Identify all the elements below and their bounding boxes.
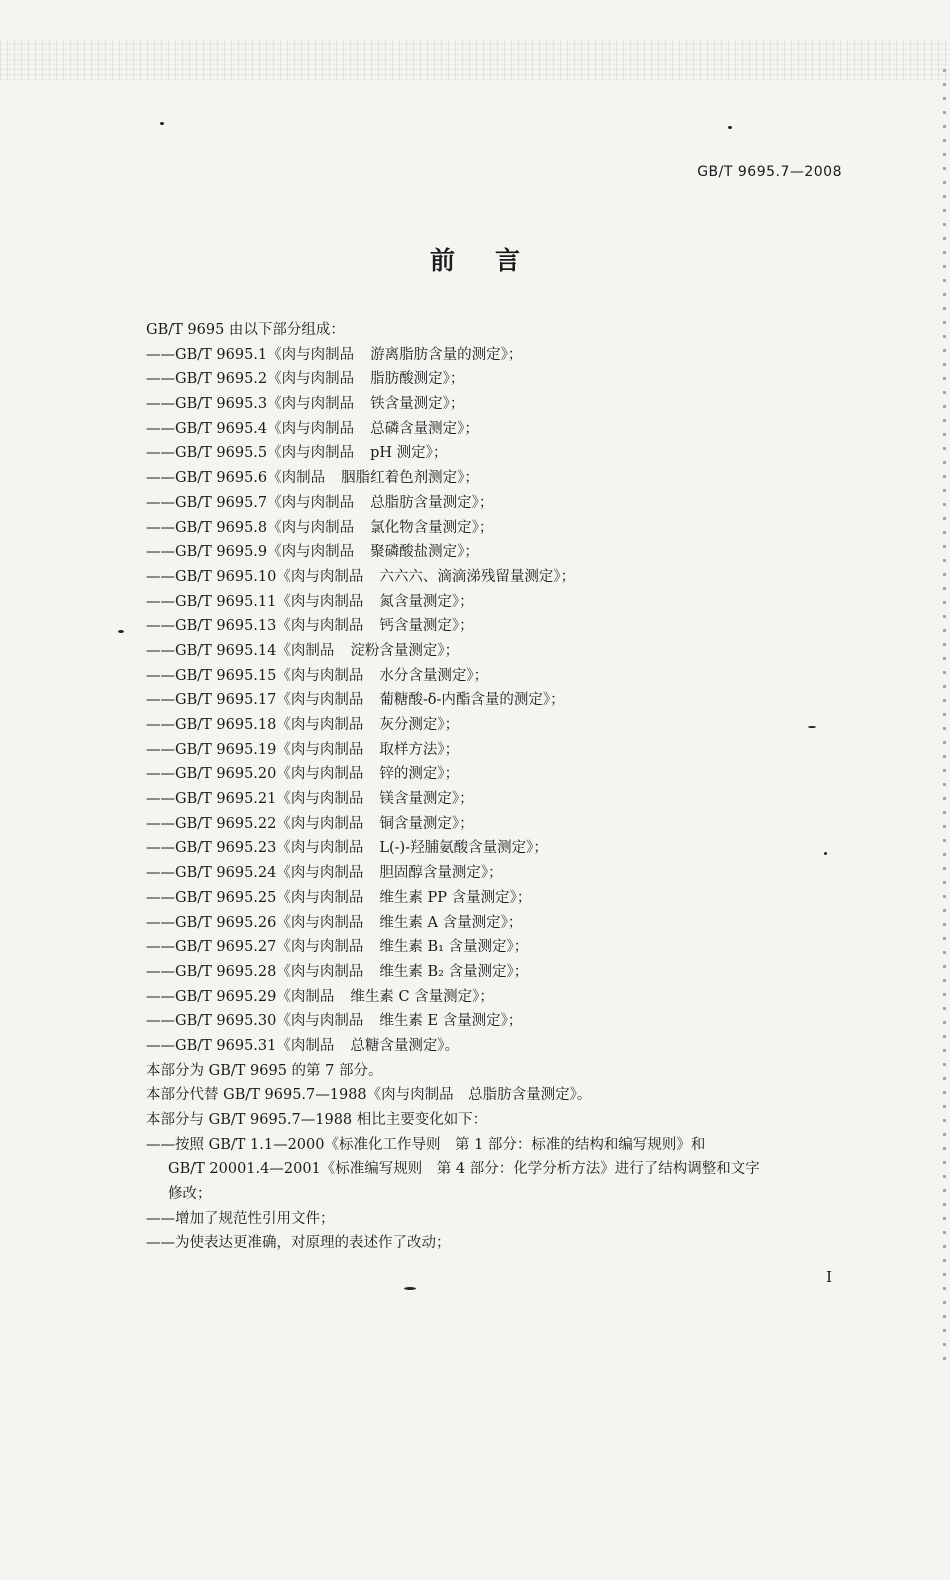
part-list-item [146,935,846,960]
part-number-and-category: ——GB/T 9695.7《肉与肉制品 [146,494,355,511]
scan-speck [728,126,732,129]
part-list-item [146,787,846,812]
part-subject: 葡糖酸-δ-内酯含量的测定》； [379,692,565,709]
page-number: I [826,1268,832,1286]
part-number-and-category: ——GB/T 9695.14《肉制品 [146,642,335,659]
part-subject: L(-)-羟脯氨酸含量测定》； [379,840,548,857]
part-subject: 镁含量测定》； [379,791,474,808]
part-number-and-category: ——GB/T 9695.30《肉与肉制品 [146,1013,364,1030]
part-number-and-category: ——GB/T 9695.18《肉与肉制品 [146,717,364,733]
part-subject: 水分含量测定》； [379,667,489,684]
part-list-item [146,812,846,837]
parts-list [146,343,846,1059]
part-number-and-category: ——GB/T 9695.8《肉与肉制品 [146,519,355,536]
part-list-item [146,762,846,787]
scan-speck [118,630,124,633]
part-list-item [146,343,846,368]
document-code: GB/T 9695.7—2008 [697,164,842,180]
changes-list [146,1133,846,1256]
part-list-item [146,614,846,639]
part-number-and-category: ——GB/T 9695.4《肉与肉制品 [146,420,355,437]
part-list-item [146,540,846,565]
part-list-item [146,367,846,392]
part-list-item [146,639,846,664]
part-number-and-category: ——GB/T 9695.13《肉与肉制品 [146,618,364,635]
part-number-and-category: ——GB/T 9695.19《肉与肉制品 [146,741,364,758]
foreword-body [146,318,846,1256]
part-number-and-category: ——GB/T 9695.28《肉与肉制品 [146,963,364,980]
part-number-and-category: ——GB/T 9695.10《肉与肉制品 [146,568,364,585]
change-item-structure: ——按照 GB/T 1.1—2000《标准化工作导则 第 1 部分：标准的结构和编写规则》和 [146,1136,706,1153]
scan-speck [160,122,164,125]
part-list-item [146,392,846,417]
part-subject: 铁含量测定》； [370,396,465,413]
part-subject: 维生素 C 含量测定》； [350,988,494,1005]
part-subject: 淀粉含量测定》； [350,642,460,659]
part-subject: 胆固醇含量测定》； [379,865,503,882]
part-number-and-category: ——GB/T 9695.15《肉与肉制品 [146,667,364,684]
part-subject: 六六六、滴滴涕残留量测定》； [379,568,576,585]
part-list-item [146,688,846,713]
part-number-and-category: ——GB/T 9695.11《肉与肉制品 [146,593,364,610]
part-list-item [146,1009,846,1034]
part-subject: 维生素 B₂ 含量测定》； [379,963,529,980]
part-list-item [146,738,846,763]
page-title: 前言 [429,246,560,275]
part-list-item [146,886,846,911]
scan-speck [404,1287,416,1290]
intro-text: GB/T 9695 由以下部分组成： [146,322,345,338]
part-list-item [146,590,846,615]
part-subject: 维生素 A 含量测定》； [379,914,523,931]
part-number-and-category: ——GB/T 9695.21《肉与肉制品 [146,791,364,808]
part-list-item [146,861,846,886]
part-subject: 铜含量测定》； [379,815,474,832]
part-list-item [146,664,846,689]
part-subject: 钙含量测定》； [379,618,474,635]
part-number-and-category: ——GB/T 9695.17《肉与肉制品 [146,692,364,709]
part-number-and-category: ——GB/T 9695.6《肉制品 [146,470,326,487]
part-list-item [146,441,846,466]
part-number-and-category: ——GB/T 9695.24《肉与肉制品 [146,865,364,882]
part-subject: 锌的测定》； [379,766,460,783]
part-list-item [146,1034,846,1059]
part-list-item [146,836,846,861]
part-number-and-category: ——GB/T 9695.3《肉与肉制品 [146,396,355,413]
part-number-and-category: ——GB/T 9695.1《肉与肉制品 [146,346,355,363]
part-subject: 氮含量测定》； [379,593,474,610]
part-subject: 灰分测定》； [379,717,460,733]
change-item-principle: ——为使表达更准确，对原理的表述作了改动； [146,1235,451,1252]
part-number-and-category: ——GB/T 9695.25《肉与肉制品 [146,889,364,906]
part-list-item [146,417,846,442]
part-list-item [146,713,846,738]
statement-replaces: 本部分代替 GB/T 9695.7—1988《肉与肉制品 总脂肪含量测定》。 [146,1087,592,1104]
part-subject: 取样方法》； [379,741,460,758]
part-number-and-category: ——GB/T 9695.23《肉与肉制品 [146,840,364,857]
part-subject: 总磷含量测定》； [370,420,479,437]
part-subject: 脂肪酸测定》； [370,371,465,388]
part-number-and-category: ——GB/T 9695.22《肉与肉制品 [146,815,364,832]
scan-noise-top [0,40,950,80]
part-list-item [146,491,846,516]
change-item-structure-cont: 修改； [168,1186,212,1203]
change-item-references: ——增加了规范性引用文件； [146,1210,335,1227]
part-number-and-category: ——GB/T 9695.26《肉与肉制品 [146,914,364,931]
statement-part-number: 本部分为 GB/T 9695 的第 7 部分。 [146,1062,383,1079]
part-subject: pH 测定》； [370,445,448,462]
part-subject: 游离脂肪含量的测定》； [370,346,523,363]
part-subject: 聚磷酸盐测定》； [370,544,479,561]
part-list-item [146,911,846,936]
part-subject: 总脂肪含量测定》； [370,494,494,511]
part-subject: 维生素 E 含量测定》； [379,1013,523,1030]
part-list-item [146,466,846,491]
part-number-and-category: ——GB/T 9695.27《肉与肉制品 [146,939,364,956]
part-subject: 维生素 PP 含量测定》； [379,889,532,906]
part-subject: 氯化物含量测定》； [370,519,494,536]
part-number-and-category: ——GB/T 9695.20《肉与肉制品 [146,766,364,783]
part-subject: 维生素 B₁ 含量测定》； [379,939,529,956]
part-subject: 胭脂红着色剂测定》； [341,470,479,487]
part-number-and-category: ——GB/T 9695.31《肉制品 [146,1037,335,1054]
part-number-and-category: ——GB/T 9695.5《肉与肉制品 [146,445,355,462]
part-list-item [146,960,846,985]
part-list-item [146,985,846,1010]
part-number-and-category: ——GB/T 9695.2《肉与肉制品 [146,371,355,388]
part-number-and-category: ——GB/T 9695.9《肉与肉制品 [146,544,355,561]
part-list-item [146,516,846,541]
part-list-item [146,565,846,590]
part-subject: 总糖含量测定》。 [350,1037,460,1054]
part-number-and-category: ——GB/T 9695.29《肉制品 [146,988,335,1005]
statement-changes-intro: 本部分与 GB/T 9695.7—1988 相比主要变化如下： [146,1112,488,1128]
change-item-structure-cont: GB/T 20001.4—2001《标准编写规则 第 4 部分：化学分析方法》进行了结构调整和文字 [168,1161,760,1178]
